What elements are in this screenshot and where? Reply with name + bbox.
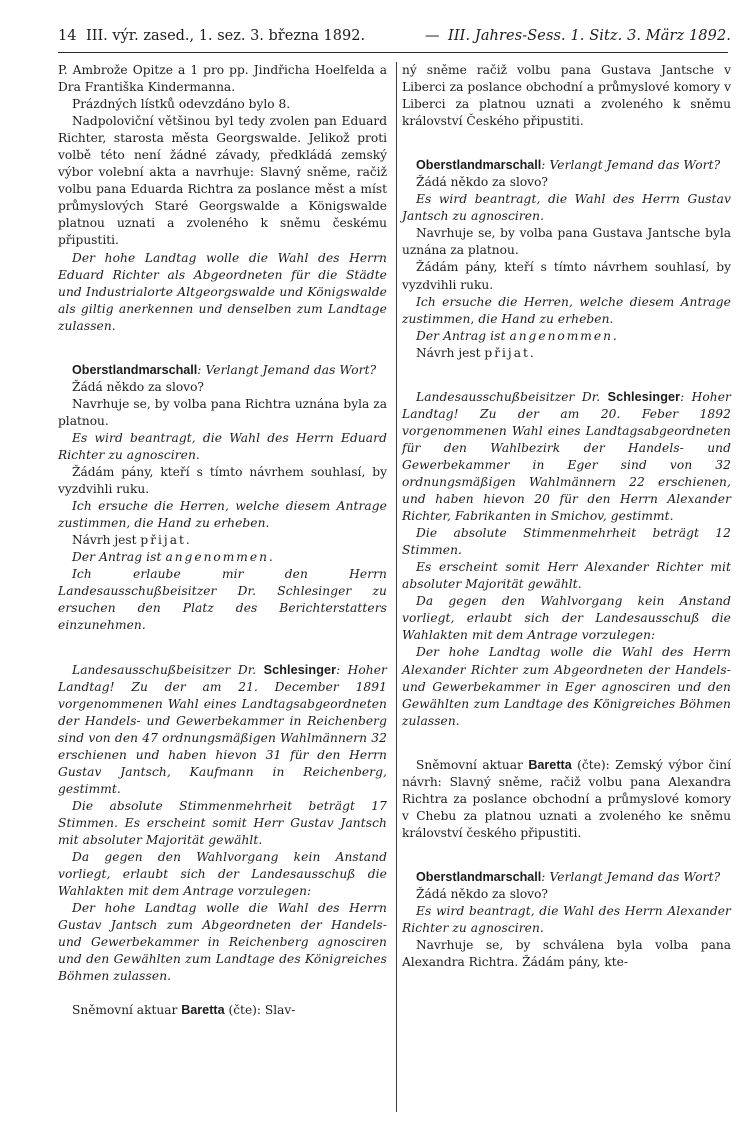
paragraph: Navrhuje se, by schválena byla volba pana Alexandra Richtra. Žádám pány, kte-	[402, 938, 731, 970]
paragraph: Prázdných lístků odevzdáno bylo 8.	[72, 97, 291, 112]
paragraph: Da gegen den Wahlvorgang kein Anstand vorliegt, erlaubt sich der Landesausschuß die Wahlakten mit dem Antrage vorzulegen:	[58, 850, 387, 899]
paragraph: Da gegen den Wahlvorgang kein Anstand vorliegt, erlaubt sich der Landesausschuß die Wahlakten mit dem Antrage vorzulegen:	[402, 594, 731, 643]
paragraph: Žádám pány, kteří s tímto návrhem souhlasí, by vyzdvihli ruku.	[402, 260, 731, 292]
speech-text: : Hoher Landtag! Zu der am 20. Feber 1892 vorgenommenen Wahl eines Landtagsabgeordneten für den Wahlbezirk der Handels- und Gewerbekammer in Eger sind von 32 ordnungsmäßigen Wahlmännern 22 erschienen, und haben hievon 20 für den Herrn Alexander Richter, Fabrikanten in Smichov, gestimmt.	[402, 389, 731, 524]
speaker-name: Schlesinger	[607, 389, 681, 404]
paragraph: Žádá někdo za slovo?	[72, 379, 204, 394]
speech-text: (čte): Slav-	[224, 1003, 296, 1018]
paragraph: Žádá někdo za slovo?	[416, 886, 548, 901]
paragraph: Ich erlaube mir den Herrn Landesausschußbeisitzer Dr. Schlesinger zu ersuchen den Platz des Berichterstatters einzunehmen.	[58, 567, 387, 633]
speech-text: : Verlangt Jemand das Wort?	[197, 362, 377, 377]
speech	[58, 662, 387, 798]
speech-text: (čte): Zemský výbor činí návrh: Slavný sněme, račiž volbu pana Alexandra Richtra za poslance obchodní a průmyslové komory v Chebu za platnou uznati a zvoleného ke sněmu království českého připustiti.	[402, 757, 731, 840]
paragraph: Navrhuje se, by volba pana Gustava Jantsche byla uznána za platnou.	[402, 226, 731, 258]
paragraph: Ich ersuche die Herren, welche diesem Antrage zustimmen, die Hand zu erheben.	[402, 294, 731, 326]
page-header	[58, 22, 731, 53]
paragraph: Es wird beantragt, die Wahl des Herrn Gustav Jantsch zu agnosciren.	[402, 192, 731, 224]
paragraph: Žádá někdo za slovo?	[416, 175, 548, 190]
speaker-title: Landesausschußbeisitzer Dr.	[72, 662, 264, 677]
speaker-name: Baretta	[181, 1003, 225, 1018]
paragraph: Es wird beantragt, die Wahl des Herrn Alexander Richter zu agnosciren.	[402, 904, 731, 936]
speech	[402, 757, 731, 842]
speaker-title: Sněmovní aktuar	[416, 757, 529, 772]
header-german: III. Jahres-Sess. 1. Sitz. 3. März 1892.	[448, 28, 731, 44]
result	[58, 549, 387, 566]
result-word: angenommen.	[165, 550, 275, 565]
paragraph: Nadpoloviční většinou byl tedy zvolen pan Eduard Richter, starosta města Georgswalde. Jelikož proti volbě této není žádné závady, předkládá zemský výbor volební akta a navrhuje: Slavný sněme, račiž volbu pana Eduarda Richtra za poslance měst a míst průmyslových Staré Georgswalde a Königswalde platnou uznati a zvoleného k sněmu českému připustiti.	[58, 114, 387, 248]
speaker-name: Oberstlandmarschall	[416, 869, 542, 884]
result-text: Návrh jest	[416, 345, 485, 360]
header-czech: III. výr. zased., 1. sez. 3. března 1892.	[86, 28, 366, 44]
speech-text: : Verlangt Jemand das Wort?	[541, 158, 721, 173]
speech	[402, 869, 731, 886]
result-word: angenommen.	[509, 328, 619, 343]
result-word: přijat.	[484, 345, 536, 360]
paragraph: Navrhuje se, by volba pana Richtra uznána byla za platnou.	[58, 396, 387, 428]
result	[402, 328, 731, 345]
paragraph: P. Ambrože Opitze a 1 pro pp. Jindřicha Hoelfelda a Dra Františka Kindermanna.	[58, 63, 387, 95]
speaker-name: Baretta	[528, 757, 572, 772]
result-text: Der Antrag ist	[416, 328, 510, 343]
left-column	[58, 62, 387, 1019]
speech-text: : Verlangt Jemand das Wort?	[541, 869, 721, 884]
result-word: přijat.	[140, 533, 192, 548]
paragraph: Der hohe Landtag wolle die Wahl des Herrn Eduard Richter als Abgeordneten für die Städte und Industrialorte Altgeorgswalde und Königswalde als giltig anerkennen und denselben zum Landtage zulassen.	[58, 250, 387, 333]
speaker-name: Schlesinger	[263, 662, 337, 677]
paragraph: Die absolute Stimmenmehrheit beträgt 17 Stimmen. Es erscheint somit Herr Gustav Jantsch mit absoluter Majorität gewählt.	[58, 798, 387, 847]
speech	[402, 389, 731, 525]
speaker-name: Oberstlandmarschall	[72, 362, 198, 377]
speaker-title: Landesausschußbeisitzer Dr.	[416, 389, 608, 404]
paragraph: Die absolute Stimmenmehrheit beträgt 12 Stimmen.	[402, 526, 731, 558]
paragraph: Der hohe Landtag wolle die Wahl des Herrn Alexander Richter zum Abgeordneten der Handels- und Gewerbekammer in Eger agnosciren und den Gewählten zum Landtage des Königreiches Böhmen zulassen.	[402, 645, 731, 728]
result-text: Der Antrag ist	[72, 550, 166, 565]
paragraph: Žádám pány, kteří s tímto návrhem souhlasí, by vyzdvihli ruku.	[58, 465, 387, 497]
speech-text: : Hoher Landtag! Zu der am 21. December 1891 vorgenommenen Wahl eines Landtagsabgeordneten der Handels- und Gewerbekammer in Reichenberg sind von den 47 ordnungsmäßigen Wahlmännern 32 erschienen und haben hievon 31 für den Herrn Gustav Jantsch, Kaufmann in Reichenberg, gestimmt.	[58, 662, 387, 796]
result	[58, 532, 387, 549]
right-column	[402, 62, 731, 971]
paragraph: Es erscheint somit Herr Alexander Richter mit absoluter Majorität gewählt.	[402, 560, 731, 592]
result-text: Návrh jest	[72, 533, 141, 548]
speech	[58, 362, 387, 379]
speech	[402, 157, 731, 174]
speaker-name: Oberstlandmarschall	[416, 158, 542, 173]
header-dash: —	[425, 28, 440, 44]
paragraph: Ich ersuche die Herren, welche diesem Antrage zustimmen, die Hand zu erheben.	[58, 499, 387, 531]
speech	[58, 1002, 387, 1019]
result	[402, 345, 731, 362]
column-divider	[396, 62, 397, 1112]
page-number: 14	[58, 28, 77, 44]
paragraph: Es wird beantragt, die Wahl des Herrn Eduard Richter zu agnosciren.	[58, 430, 387, 462]
speaker-title: Sněmovní aktuar	[72, 1003, 182, 1018]
paragraph: Der hohe Landtag wolle die Wahl des Herrn Gustav Jantsch zum Abgeordneten der Handels- und Gewerbekammer in Reichenberg agnosciren und den Gewählten zum Landtage des Königreiches Böhmen zulassen.	[58, 901, 387, 984]
paragraph: ný sněme račiž volbu pana Gustava Jantsche v Liberci za poslance obchodní a průmyslové komory v Liberci za platnou uznati a zvoleného k sněmu království Českého připustiti.	[402, 63, 731, 129]
